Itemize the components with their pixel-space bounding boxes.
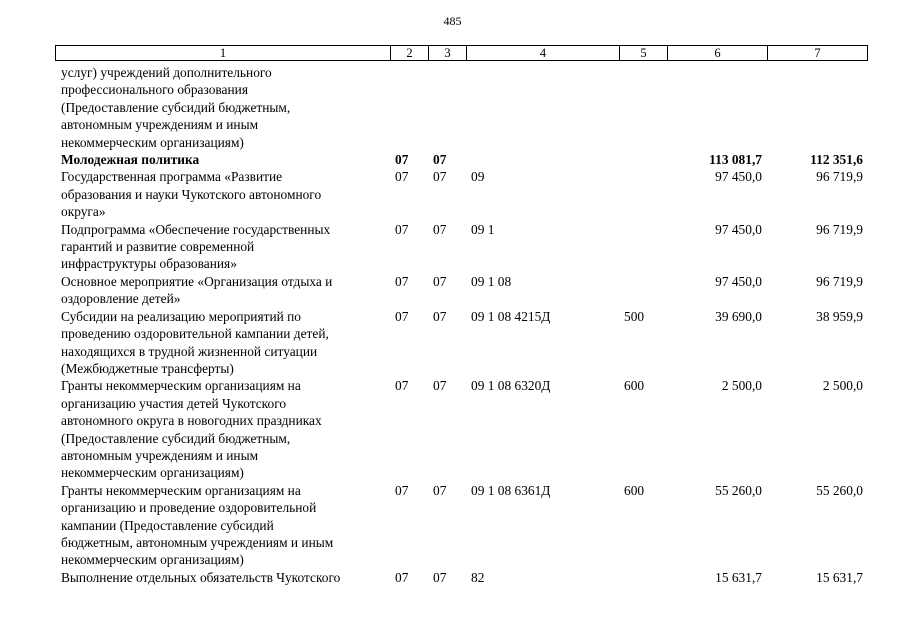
subsection-code: 07	[433, 308, 447, 324]
amount-col-7: 55 260,0	[816, 482, 863, 498]
description-line: Молодежная политика	[61, 152, 200, 168]
amount-col-6: 2 500,0	[721, 378, 762, 394]
amount-col-7: 96 719,9	[816, 273, 863, 289]
expense-type-code: 600	[624, 378, 645, 394]
description-line: гарантий и развитие современной	[61, 239, 255, 255]
table-row	[55, 482, 866, 569]
description-line: (Межбюджетные трансферты)	[61, 360, 234, 376]
amount-col-6: 15 631,7	[715, 569, 762, 585]
table-row	[55, 64, 866, 151]
description-line: Основное мероприятие «Организация отдыха и	[61, 273, 333, 289]
amount-col-6: 39 690,0	[715, 308, 762, 324]
description-line: некоммерческим организациям)	[61, 465, 244, 481]
section-code: 07	[395, 569, 409, 585]
description-line: находящихся в трудной жизненной ситуации	[61, 343, 318, 359]
header-col-5: 5	[619, 46, 667, 60]
header-col-2: 2	[390, 46, 428, 60]
row-description	[55, 168, 389, 220]
amount-col-7: 15 631,7	[816, 569, 863, 585]
amount-col-6: 97 450,0	[715, 169, 762, 185]
description-line: округа»	[61, 204, 106, 220]
row-description	[55, 273, 389, 308]
description-line: некоммерческим организациям)	[61, 552, 244, 568]
description-line: Подпрограмма «Обеспечение государственных	[61, 221, 331, 237]
row-description	[55, 308, 389, 378]
row-description	[55, 221, 389, 273]
description-line: Субсидии на реализацию мероприятий по	[61, 308, 302, 324]
section-code: 07	[395, 273, 409, 289]
amount-col-7: 38 959,9	[816, 308, 863, 324]
amount-col-6: 113 081,7	[709, 152, 762, 168]
target-article-code: 09 1	[471, 221, 495, 237]
table-row	[55, 569, 866, 586]
row-description	[55, 64, 389, 151]
description-line: автономного округа в новогодних праздниках	[61, 413, 322, 429]
table-row	[55, 308, 866, 378]
header-col-1: 1	[219, 46, 227, 60]
table-row	[55, 151, 866, 168]
description-line: оздоровление детей»	[61, 291, 181, 307]
description-line: кампании (Предоставление субсидий	[61, 517, 274, 533]
section-code: 07	[395, 482, 409, 498]
subsection-code: 07	[433, 273, 447, 289]
page-number: 485	[443, 14, 462, 28]
row-description	[55, 569, 389, 586]
subsection-code: 07	[433, 482, 447, 498]
header-col-4: 4	[466, 46, 619, 60]
target-article-code: 09	[471, 169, 485, 185]
target-article-code: 09 1 08	[471, 273, 512, 289]
subsection-code: 07	[433, 221, 447, 237]
section-code: 07	[395, 378, 409, 394]
expense-type-code: 600	[624, 482, 645, 498]
table-row	[55, 273, 866, 308]
description-line: (Предоставление субсидий бюджетным,	[61, 99, 291, 115]
description-line: автономным учреждениям и иным	[61, 117, 259, 133]
amount-col-7: 96 719,9	[816, 221, 863, 237]
description-line: Государственная программа «Развитие	[61, 169, 283, 185]
amount-col-6: 97 450,0	[715, 221, 762, 237]
subsection-code: 07	[433, 169, 447, 185]
expense-type-code: 500	[624, 308, 645, 324]
target-article-code: 09 1 08 4215Д	[471, 308, 551, 324]
description-line: услуг) учреждений дополнительного	[61, 65, 272, 80]
table-header	[55, 45, 868, 61]
description-line: бюджетным, автономным учреждениям и иным	[61, 534, 334, 550]
description-line: автономным учреждениям и иным	[61, 447, 259, 463]
description-line: Выполнение отдельных обязательств Чукотского	[61, 569, 341, 585]
description-line: Гранты некоммерческим организациям на	[61, 378, 301, 394]
description-line: организацию участия детей Чукотского	[61, 395, 287, 411]
amount-col-7: 2 500,0	[822, 378, 863, 394]
row-description	[55, 482, 389, 569]
description-line: профессионального образования	[61, 82, 248, 98]
table-row	[55, 377, 866, 481]
subsection-code: 07	[433, 378, 447, 394]
amount-col-7: 96 719,9	[816, 169, 863, 185]
amount-col-6: 97 450,0	[715, 273, 762, 289]
header-col-6: 6	[667, 46, 767, 60]
row-description	[55, 151, 389, 168]
section-code: 07	[395, 152, 409, 168]
table-body	[55, 64, 866, 586]
target-article-code: 09 1 08 6361Д	[471, 482, 551, 498]
table-row	[55, 221, 866, 273]
subsection-code: 07	[433, 569, 447, 585]
description-line: Гранты некоммерческим организациям на	[61, 482, 301, 498]
description-line: проведению оздоровительной кампании детей,	[61, 326, 329, 342]
description-line: организацию и проведение оздоровительной	[61, 500, 317, 516]
description-line: некоммерческим организациям)	[61, 134, 244, 150]
target-article-code: 09 1 08 6320Д	[471, 378, 551, 394]
amount-col-6: 55 260,0	[715, 482, 762, 498]
row-description	[55, 377, 389, 481]
target-article-code: 82	[471, 569, 485, 585]
header-col-7: 7	[767, 46, 867, 60]
table-row	[55, 168, 866, 220]
amount-col-7: 112 351,6	[810, 152, 863, 168]
description-line: инфраструктуры образования»	[61, 256, 237, 272]
section-code: 07	[395, 221, 409, 237]
header-col-3: 3	[428, 46, 466, 60]
subsection-code: 07	[433, 152, 447, 168]
section-code: 07	[395, 169, 409, 185]
description-line: (Предоставление субсидий бюджетным,	[61, 430, 291, 446]
description-line: образования и науки Чукотского автономного	[61, 186, 322, 202]
section-code: 07	[395, 308, 409, 324]
